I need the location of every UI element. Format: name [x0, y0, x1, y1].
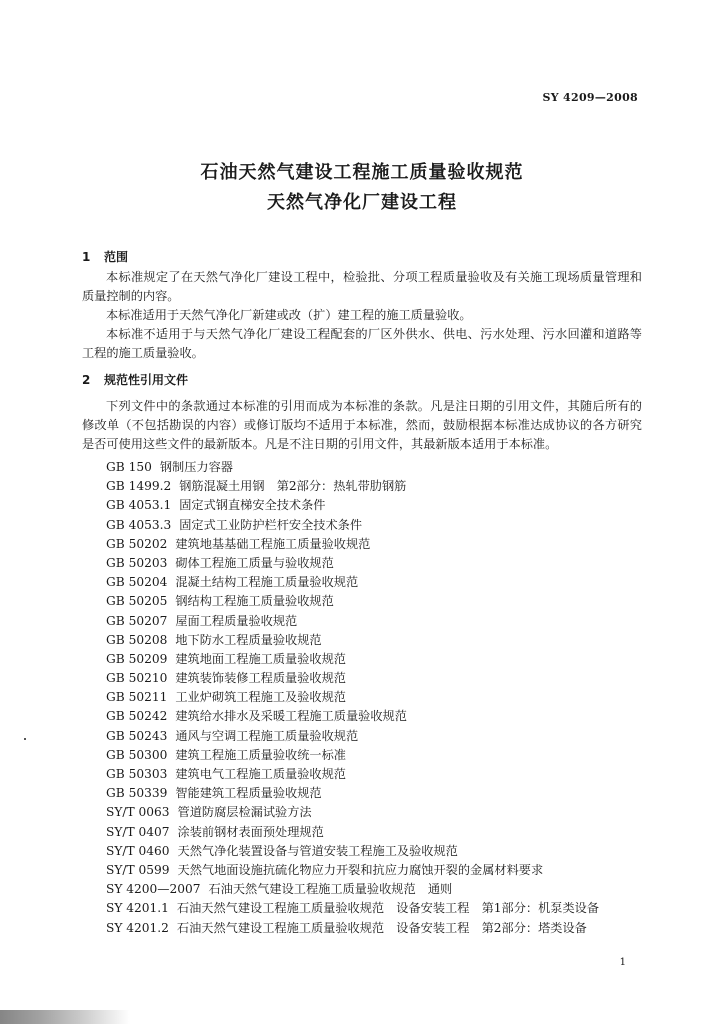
- reference-title: 固定式工业防护栏杆安全技术条件: [179, 517, 363, 532]
- reference-title: 石油天然气建设工程施工质量验收规范 设备安装工程 第1部分：机泵类设备: [176, 901, 600, 916]
- reference-item: [82, 861, 642, 880]
- reference-item: [82, 554, 642, 573]
- reference-code: SY 4201.2: [106, 920, 169, 935]
- section-1-heading: [82, 246, 642, 268]
- reference-code: GB 150: [106, 460, 152, 474]
- paragraph: 本标准规定了在天然气净化厂建设工程中，检验批、分项工程质量验收及有关施工现场质量管理和质量控制的内容。: [82, 270, 642, 303]
- reference-item: [82, 823, 642, 842]
- paragraph: 本标准适用于天然气净化厂新建或改（扩）建工程的施工质量验收。: [106, 308, 472, 322]
- reference-code: SY 4200—2007: [106, 882, 201, 897]
- reference-item: [82, 919, 642, 938]
- reference-title: 建筑给水排水及采暖工程施工质量验收规范: [175, 709, 407, 724]
- title-line-1: 石油天然气建设工程施工质量验收规范: [200, 162, 524, 183]
- title-line-2: 天然气净化厂建设工程: [267, 192, 457, 213]
- section-number: 2: [82, 373, 91, 387]
- reference-item: [82, 477, 642, 496]
- reference-code: SY/T 0063: [106, 805, 170, 820]
- reference-item: [82, 842, 642, 861]
- reference-item: [82, 765, 642, 784]
- reference-code: GB 4053.3: [106, 517, 172, 532]
- reference-title: 建筑工程施工质量验收统一标准: [175, 747, 346, 762]
- reference-code: GB 50203: [106, 555, 168, 570]
- reference-item: [82, 516, 642, 535]
- reference-code: GB 50303: [106, 767, 168, 781]
- reference-item: [82, 803, 642, 822]
- reference-item: [82, 535, 642, 554]
- reference-title: 砌体工程施工质量与验收规范: [175, 555, 334, 570]
- reference-code: GB 50211: [106, 690, 168, 705]
- reference-title: 石油天然气建设工程施工质量验收规范 通则: [208, 882, 453, 897]
- reference-title: 管道防腐层检漏试验方法: [177, 805, 312, 820]
- reference-title: 建筑电气工程施工质量验收规范: [175, 767, 346, 781]
- reference-list: [82, 458, 642, 938]
- page-number: 1: [619, 957, 626, 968]
- reference-item: [82, 784, 642, 803]
- reference-item: [82, 612, 642, 631]
- reference-title: 天然气净化装置设备与管道安装工程施工及验收规范: [177, 843, 458, 858]
- reference-title: 混凝土结构工程施工质量验收规范: [175, 575, 359, 590]
- section-1-body: [82, 268, 642, 363]
- paragraph: 本标准不适用于与天然气净化厂建设工程配套的厂区外供水、供电、污水处理、污水回灌和道路等工程的施工质量验收。: [82, 327, 642, 360]
- reference-code: GB 50209: [106, 651, 168, 666]
- reference-item: [82, 631, 642, 650]
- reference-code: GB 4053.1: [106, 498, 172, 513]
- reference-title: 涂装前钢材表面预处理规范: [177, 824, 324, 839]
- scan-speck: [24, 738, 26, 740]
- reference-code: GB 50202: [106, 536, 168, 551]
- reference-code: SY/T 0460: [106, 843, 170, 858]
- document-title: [0, 158, 724, 218]
- reference-code: GB 50243: [106, 728, 168, 743]
- section-title: 规范性引用文件: [104, 373, 189, 387]
- reference-code: GB 1499.2: [106, 479, 172, 494]
- reference-item: [82, 746, 642, 765]
- reference-code: SY/T 0599: [106, 862, 170, 877]
- reference-title: 天然气地面设施抗硫化物应力开裂和抗应力腐蚀开裂的金属材料要求: [177, 862, 544, 877]
- reference-item: [82, 669, 642, 688]
- reference-item: [82, 727, 642, 746]
- reference-code: GB 50242: [106, 709, 168, 724]
- reference-code: GB 50207: [106, 613, 168, 628]
- reference-title: 建筑装饰装修工程质量验收规范: [175, 671, 346, 686]
- reference-title: 地下防水工程质量验收规范: [175, 632, 322, 647]
- reference-title: 钢筋混凝土用钢 第2部分：热轧带肋钢筋: [179, 479, 407, 494]
- reference-code: GB 50210: [106, 671, 168, 686]
- reference-item: [82, 496, 642, 515]
- reference-item: [82, 688, 642, 707]
- reference-code: SY/T 0407: [106, 824, 170, 839]
- section-2-intro: 下列文件中的条款通过本标准的引用而成为本标准的条款。凡是注日期的引用文件，其随后所有的修改单（不包括勘误的内容）或修订版均不适用于本标准，然而，鼓励根据本标准达成协议的各方研究是否可使用这些文件的最新版本。凡是不注日期的引用文件，其最新版本适用于本标准。: [82, 399, 642, 451]
- reference-code: SY 4201.1: [106, 901, 169, 916]
- section-2-heading: [82, 369, 642, 391]
- reference-title: 智能建筑工程质量验收规范: [175, 786, 322, 801]
- reference-title: 工业炉砌筑工程施工及验收规范: [175, 690, 346, 705]
- section-number: 1: [82, 250, 91, 264]
- reference-item: [82, 650, 642, 669]
- reference-title: 钢结构工程施工质量验收规范: [175, 594, 334, 609]
- reference-item: [82, 880, 642, 899]
- reference-item: [82, 899, 642, 918]
- reference-code: GB 50205: [106, 594, 168, 609]
- reference-title: 固定式钢直梯安全技术条件: [179, 498, 326, 513]
- reference-title: 建筑地面工程施工质量验收规范: [175, 651, 346, 666]
- reference-title: 钢制压力容器: [159, 460, 233, 474]
- reference-code: GB 50300: [106, 747, 168, 762]
- scan-artifact: [0, 1010, 130, 1024]
- reference-code: GB 50208: [106, 632, 168, 647]
- reference-code: GB 50204: [106, 575, 168, 590]
- reference-title: 石油天然气建设工程施工质量验收规范 设备安装工程 第2部分：塔类设备: [176, 920, 587, 935]
- reference-item: [82, 592, 642, 611]
- reference-code: GB 50339: [106, 786, 168, 801]
- reference-item: [82, 458, 642, 477]
- reference-title: 建筑地基基础工程施工质量验收规范: [175, 536, 371, 551]
- reference-title: 屋面工程质量验收规范: [175, 613, 298, 628]
- section-title: 范围: [104, 250, 129, 264]
- standard-code: SY 4209—2008: [542, 91, 638, 104]
- reference-item: [82, 707, 642, 726]
- reference-title: 通风与空调工程施工质量验收规范: [175, 728, 359, 743]
- reference-item: [82, 573, 642, 592]
- document-body: [82, 246, 642, 938]
